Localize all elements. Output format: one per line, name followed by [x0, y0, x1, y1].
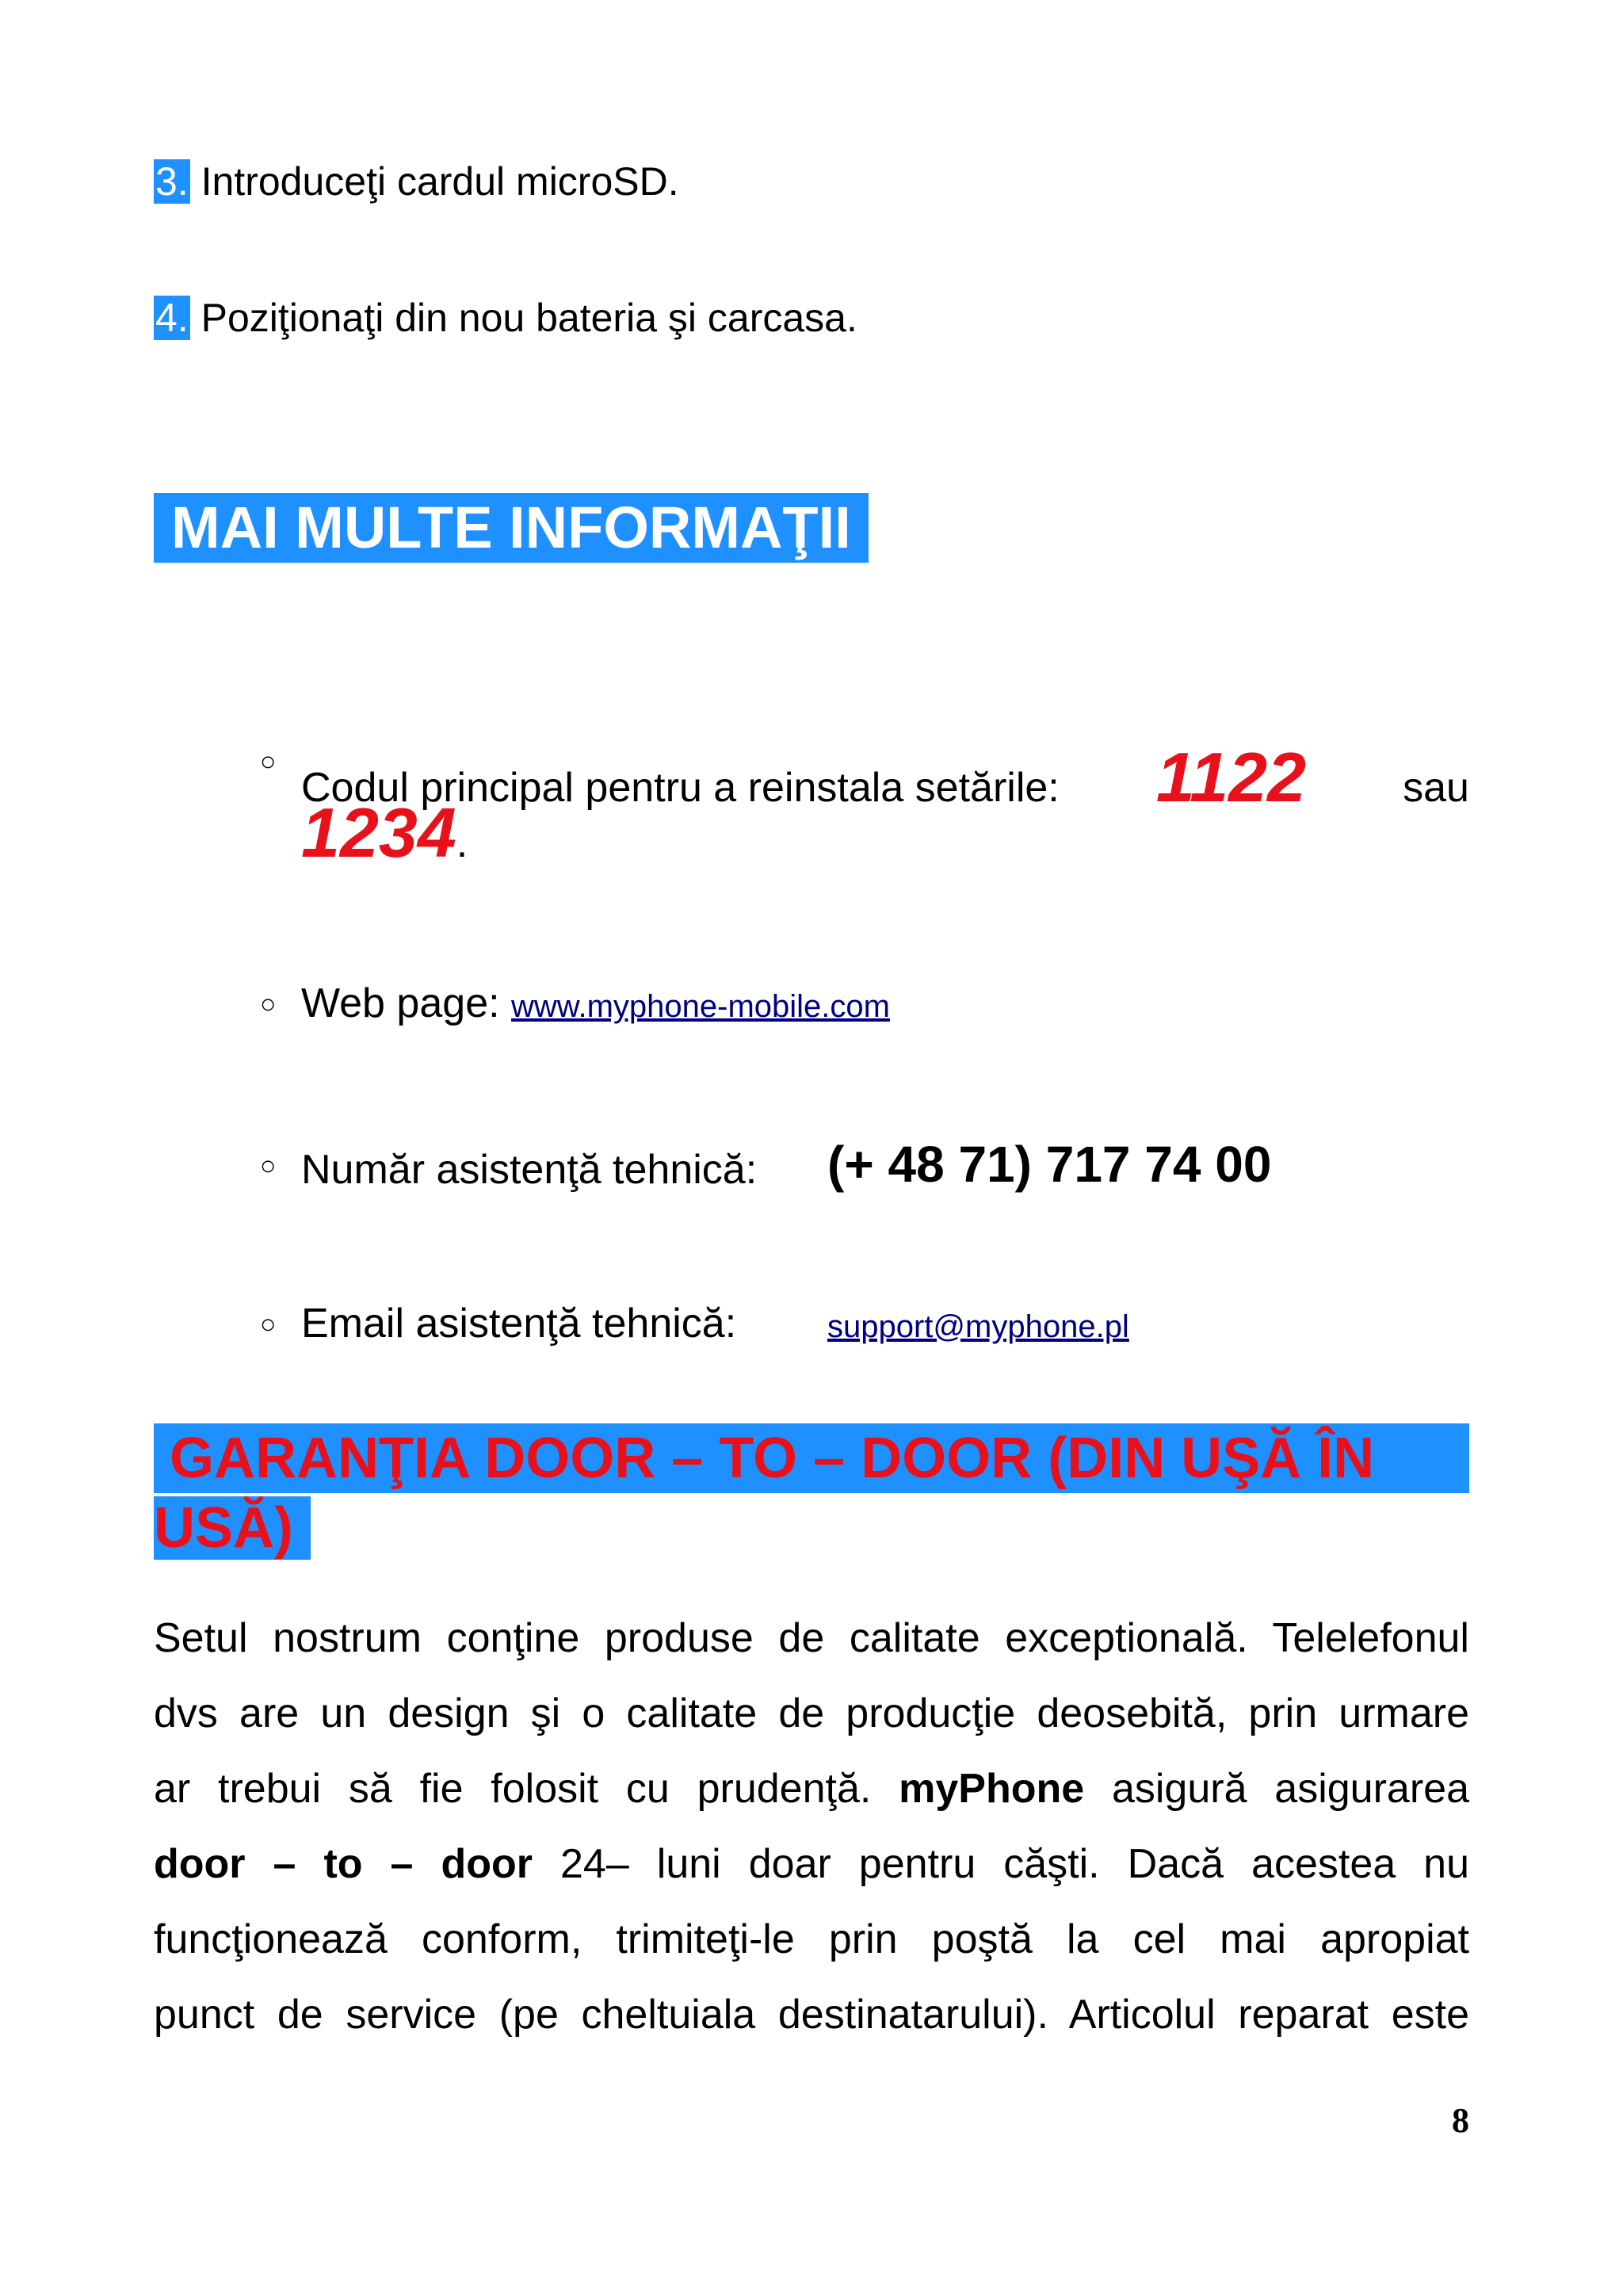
step-text: Introduceţi cardul microSD.: [200, 159, 679, 204]
page-number: 8: [1452, 2101, 1469, 2140]
reset-code-line: [301, 737, 1469, 818]
reset-code-label: Codul principal pentru a reinstala setările:: [301, 765, 1060, 811]
paragraph-line: punct de service (pe cheltuiala destinatarului). Articolul reparat este: [154, 1992, 1469, 2038]
paragraph-text: ar trebui să fie folosit cu prudenţă.: [154, 1766, 872, 1812]
step-number: 3.: [155, 159, 189, 204]
circle-bullet-icon: ○: [260, 747, 277, 777]
warranty-paragraph: [154, 1601, 1469, 2053]
reset-code-line-2: [301, 793, 468, 873]
warranty-heading-line-2: USĂ): [154, 1496, 311, 1560]
reset-code-2: 1234: [301, 793, 456, 872]
circle-bullet-icon: ○: [260, 1151, 277, 1181]
circle-bullet-icon: ○: [260, 989, 277, 1019]
or-word: sau: [1403, 765, 1469, 811]
paragraph-text: asigură asigurarea: [1111, 1766, 1469, 1812]
web-page-line: [301, 980, 890, 1027]
circle-bullet-icon: ○: [260, 1309, 277, 1339]
reset-code-1: 1122: [1155, 738, 1307, 816]
warranty-heading-line-1: GARANŢIA DOOR – TO – DOOR (DIN UŞĂ ÎN: [154, 1423, 1469, 1493]
section-heading-warranty: [154, 1423, 1469, 1563]
paragraph-line: [154, 1827, 1469, 1902]
support-email-link[interactable]: support@myphone.pl: [827, 1309, 1129, 1344]
paragraph-line: funcţionează conform, trimiteţi-le prin poştă la cel mai apropiat: [154, 1916, 1469, 1962]
support-phone-label: Număr asistenţă tehnică:: [301, 1147, 758, 1193]
door-to-door-term: door – to – door: [154, 1841, 533, 1887]
support-email-label: Email asistenţă tehnică:: [301, 1301, 737, 1347]
support-phone-number: (+ 48 71) 717 74 00: [827, 1136, 1272, 1193]
paragraph-line: Setul nostrum conţine produse de calitate exceptională. Telelefonul: [154, 1615, 1469, 1661]
brand-name: myPhone: [899, 1766, 1085, 1812]
step-number: 4.: [155, 296, 189, 340]
paragraph-text: 24– luni doar pentru căşti. Dacă acestea nu: [560, 1841, 1469, 1887]
step-text: Poziţionaţi din nou bateria şi carcasa.: [200, 296, 857, 340]
step-3: [154, 157, 679, 206]
paragraph-line: [154, 1752, 1469, 1827]
period: .: [456, 820, 468, 866]
web-page-link[interactable]: www.myphone-mobile.com: [511, 989, 890, 1024]
step-4: [154, 293, 857, 342]
web-page-label: Web page:: [301, 980, 500, 1026]
section-heading-info: MAI MULTE INFORMAŢII: [154, 493, 869, 563]
paragraph-line: dvs are un design şi o calitate de producţie deosebită, prin urmare: [154, 1690, 1469, 1736]
